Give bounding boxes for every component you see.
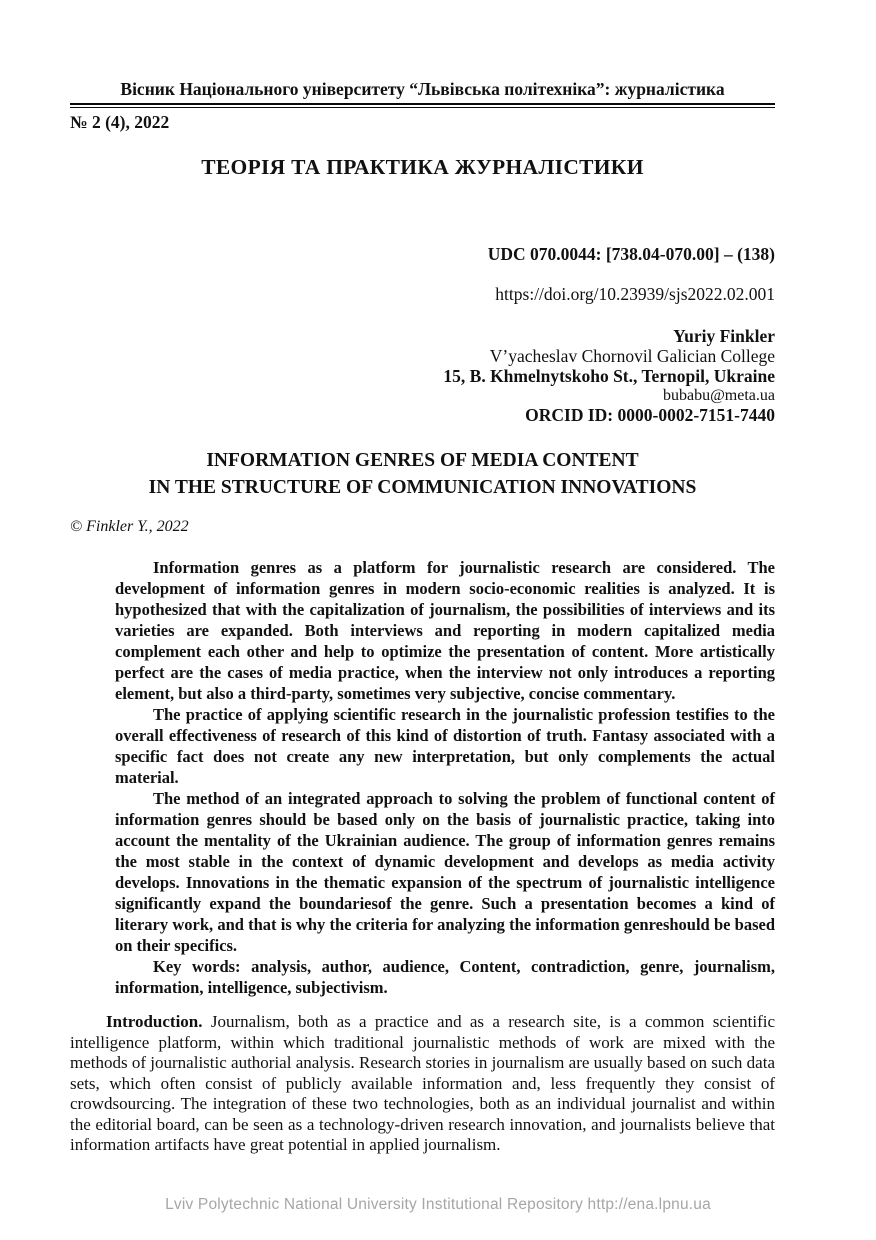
repository-footer-line: Lviv Polytechnic National University Institutional Repository http://ena.lpnu.ua bbox=[165, 1196, 711, 1213]
author-address: 15, B. Khmelnytskoho St., Ternopil, Ukraine bbox=[443, 366, 775, 386]
introduction-paragraph bbox=[70, 1012, 775, 1156]
author-affiliation: V’yacheslav Chornovil Galician College bbox=[489, 346, 775, 366]
issue-number: № 2 (4), 2022 bbox=[70, 112, 170, 132]
author-block bbox=[70, 326, 775, 425]
introduction-text: Journalism, both as a practice and as a research site, is a common scientific intelligence platform, within which traditional journalistic methods of work are mixed with the methods of journalistic authorial analysis. Research stories in journalism are usually based on such data sets, which often consist of publicly available information and, less frequently they consist of crowdsourcing. The integration of these two technologies, both as an individual journalist and within the editorial board, can be seen as a technology-driven research innovation, and journalists believe that information artifacts have great potential in applied journalism. bbox=[70, 1012, 775, 1154]
header-rule-thick bbox=[70, 103, 775, 105]
author-name: Yuriy Finkler bbox=[673, 326, 775, 346]
introduction-lead: Introduction. bbox=[106, 1012, 203, 1031]
introduction-section bbox=[70, 1012, 775, 1156]
abstract bbox=[115, 557, 775, 998]
article-title-line1: INFORMATION GENRES OF MEDIA CONTENT bbox=[206, 450, 639, 471]
keywords-line: Key words: analysis, author, audience, Content, contradiction, genre, journalism, information, intelligence, subjectivism. bbox=[115, 957, 775, 997]
article-title-line2: IN THE STRUCTURE OF COMMUNICATION INNOVATIONS bbox=[148, 477, 697, 498]
section-heading: ТЕОРІЯ ТА ПРАКТИКА ЖУРНАЛІСТИКИ bbox=[201, 155, 644, 179]
journal-title: Вісник Національного університету “Львівська політехніка”: журналістика bbox=[120, 79, 725, 99]
header-rule-thin bbox=[70, 107, 775, 108]
author-orcid: ORCID ID: 0000-0002-7151-7440 bbox=[525, 405, 775, 425]
abstract-paragraph-1: Information genres as a platform for journalistic research are considered. The development of information genres in modern socio-economic realities is analyzed. It is hypothesized that with the capitalization of journalism, the possibilities of interviews and its varieties are expanded. Both interviews and reporting in modern capitalized media complement each other and help to optimize the presentation of content. More artistically perfect are the cases of media practice, when the interview not only introduces a reporting element, but also a third-party, sometimes very subjective, concise commentary. bbox=[115, 558, 775, 703]
abstract-paragraph-3: The method of an integrated approach to solving the problem of functional content of information genres should be based only on the basis of journalistic practice, taking into account the mentality of the Ukrainian audience. The group of information genres remains the most stable in the context of dynamic development and develops as media activity develops. Innovations in the thematic expansion of the spectrum of journalistic intelligence significantly expand the boundariesof the genre. Such a presentation becomes a kind of literary work, and that is why the criteria for analyzing the information genreshould be based on their specifics. bbox=[115, 789, 775, 955]
udc-line: UDC 070.0044: [738.04-070.00] – (138) bbox=[487, 244, 775, 264]
copyright-line: © Finkler Y., 2022 bbox=[70, 518, 189, 535]
author-email: bubabu@meta.ua bbox=[662, 387, 775, 404]
abstract-paragraph-2: The practice of applying scientific research in the journalistic profession testifies to the overall effectiveness of research of this kind of distortion of truth. Fantasy associated with a specific fact does not create any new interpretation, but only complements the actual material. bbox=[115, 705, 775, 787]
article-title bbox=[70, 447, 775, 501]
doi-link: https://doi.org/10.23939/sjs2022.02.001 bbox=[495, 284, 775, 304]
